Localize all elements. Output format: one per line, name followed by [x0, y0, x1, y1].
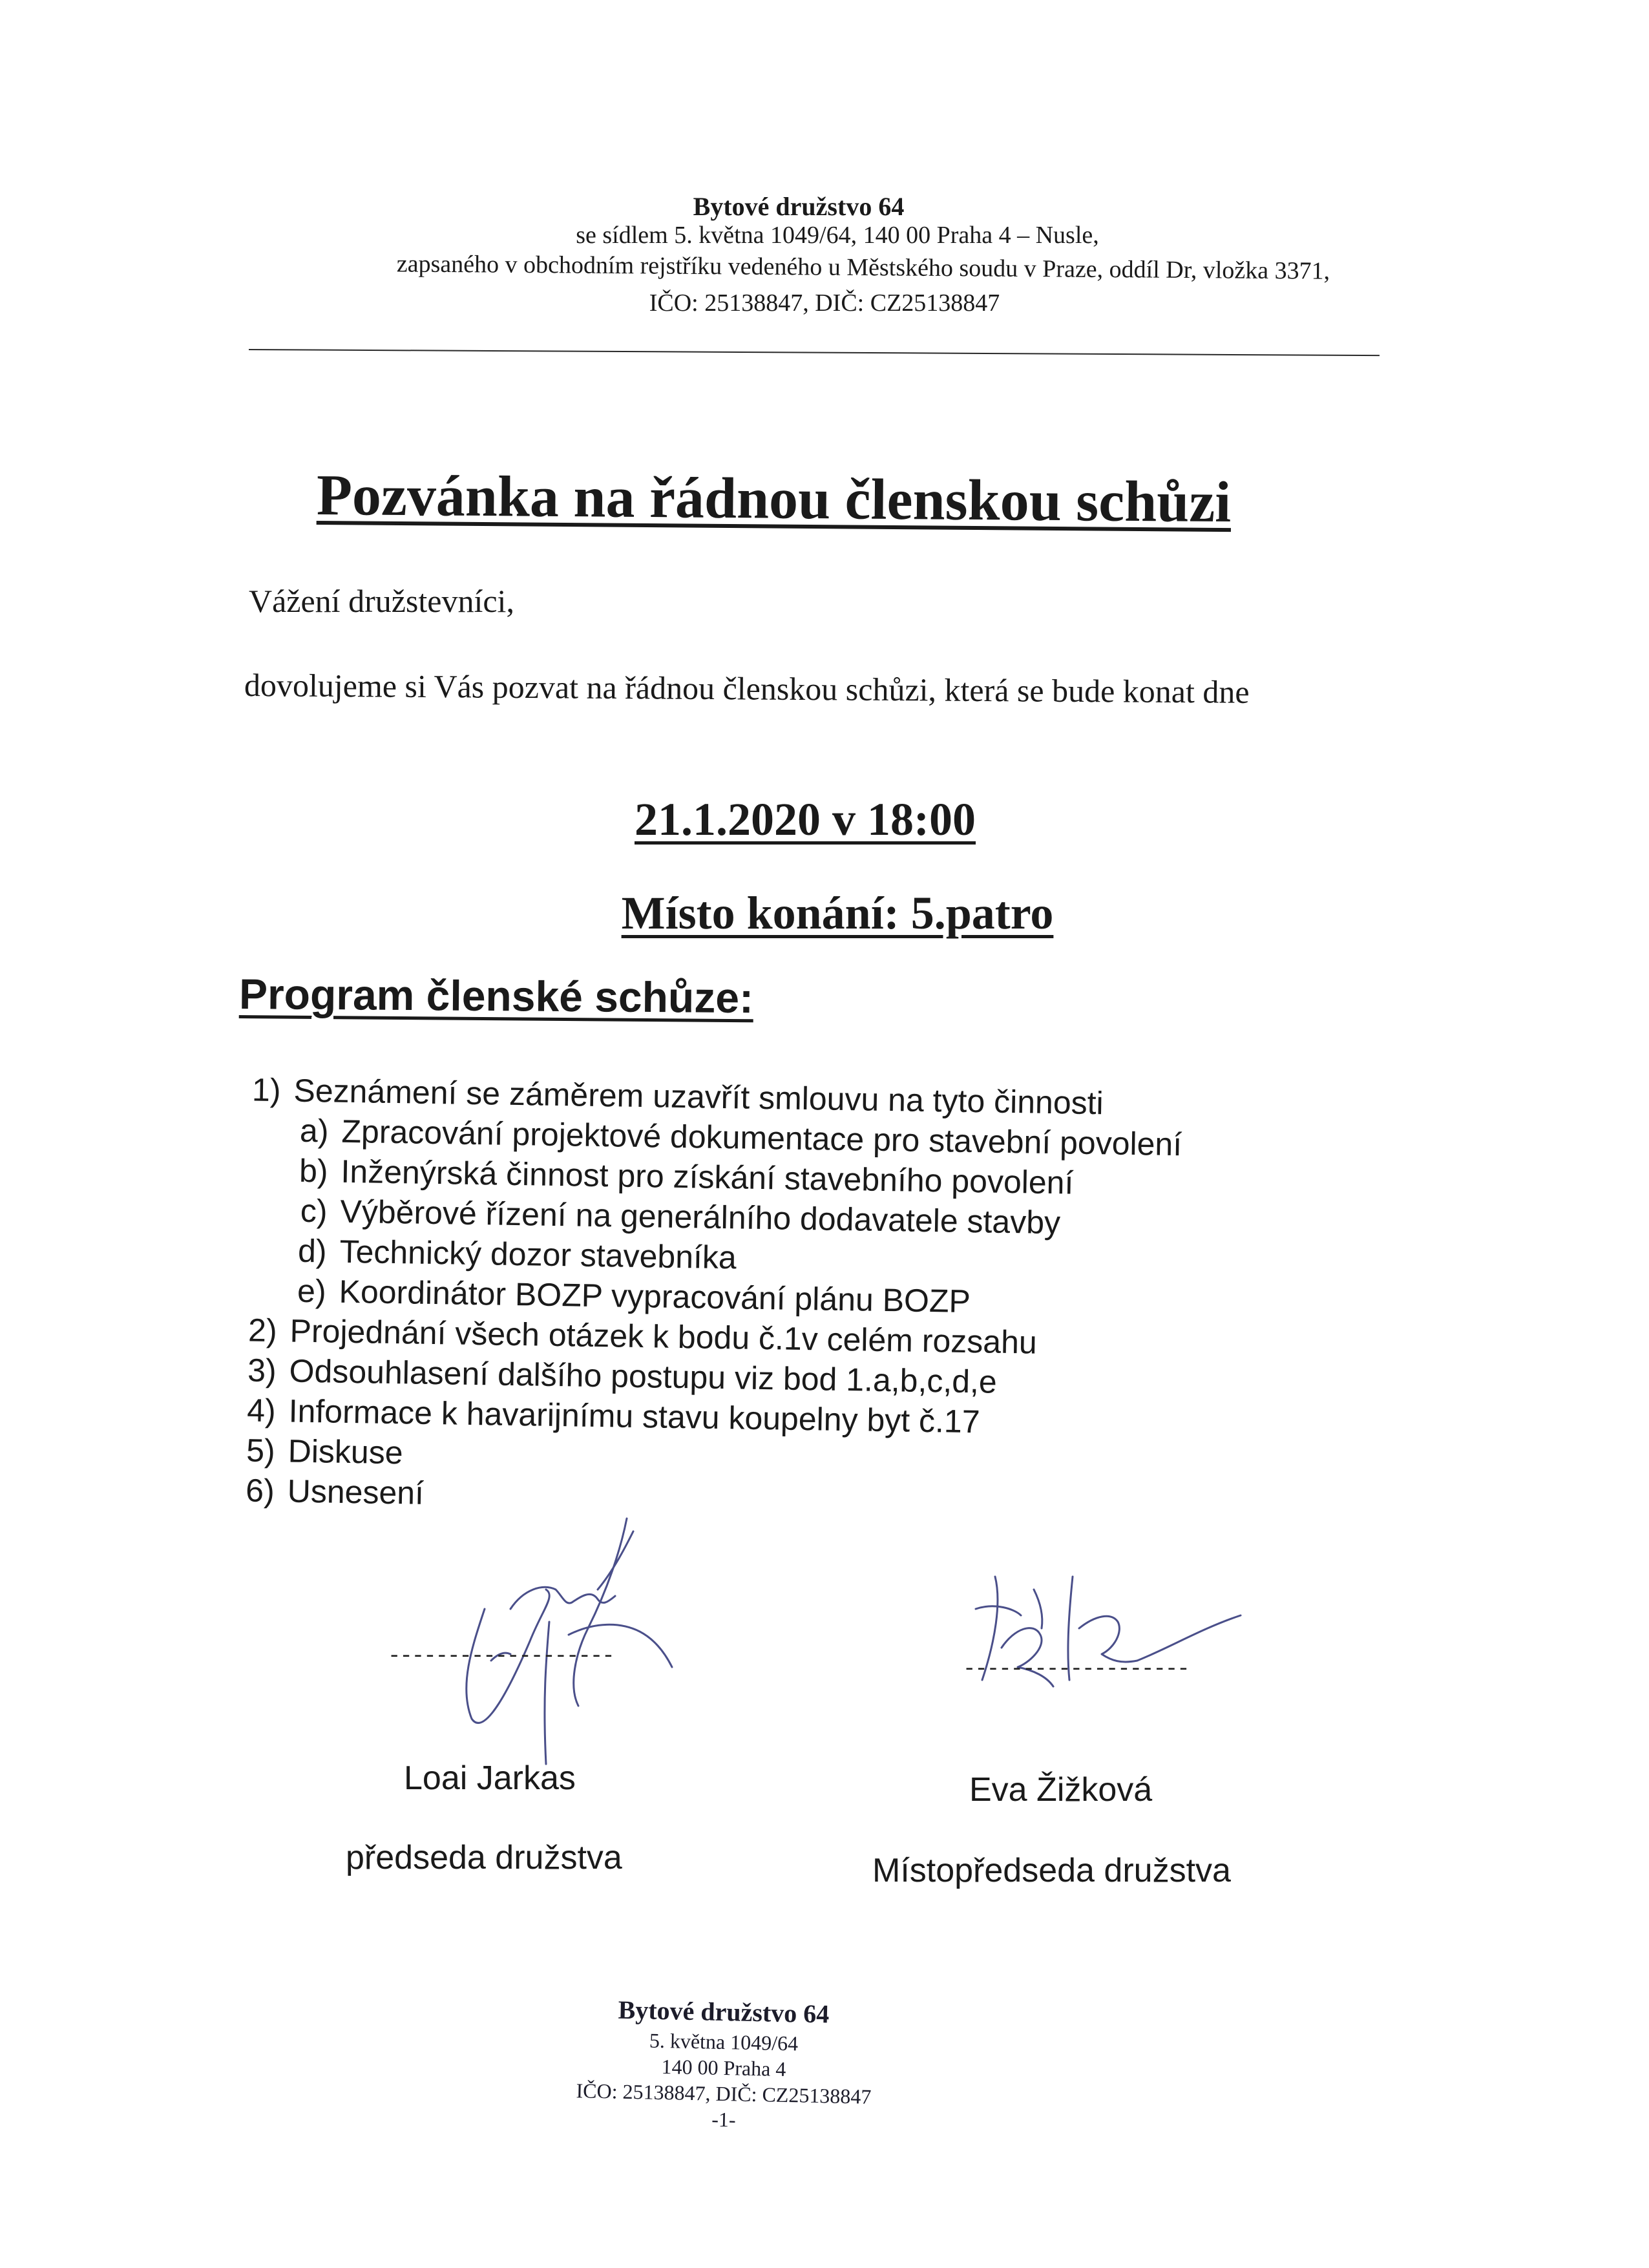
chairman-role: předseda družstva: [346, 1839, 622, 1876]
document-title: Pozvánka na řádnou členskou schůzi: [316, 463, 1232, 535]
vice-chairman-name: Eva Žižková: [969, 1771, 1153, 1809]
agenda-subitem: a) Zpracování projektové dokumentace pro stavební povolení: [299, 1112, 1182, 1163]
chairman-name: Loai Jarkas: [404, 1759, 576, 1797]
agenda-item: 3) Odsouhlasení dalšího postupu viz bod 1.a,b,c,d,e: [247, 1352, 998, 1400]
page-number: -1-: [711, 2107, 737, 2132]
agenda-subitem: b) Inženýrská činnost pro získání stavebního povolení: [299, 1152, 1074, 1201]
agenda-subitem: e) Koordinátor BOZP vypracování plánu BOZP: [297, 1272, 971, 1320]
chairman-signature-line: -------------------: [388, 1644, 614, 1669]
greeting: Vážení družstevníci,: [249, 583, 514, 619]
agenda-subitem: c) Výběrové řízení na generálního dodavatele stavby: [300, 1192, 1061, 1241]
stamp-title: Bytové družstvo 64: [618, 1995, 830, 2029]
event-datetime: 21.1.2020 v 18:00: [635, 793, 976, 845]
stamp-street: 5. května 1049/64: [649, 2028, 799, 2055]
header-address: se sídlem 5. května 1049/64, 140 00 Praha 4 – Nusle,: [576, 222, 1099, 249]
agenda-subitem: d) Technický dozor stavebníka: [297, 1232, 737, 1276]
header-registry: zapsaného v obchodním rejstříku vedeného u Městského soudu v Praze, oddíl Dr, vložka 3371,: [396, 250, 1330, 285]
stamp-city: 140 00 Praha 4: [661, 2054, 786, 2081]
vice-chairman-signature-line: -------------------: [963, 1657, 1189, 1682]
intro-paragraph: dovolujeme si Vás pozvat na řádnou členskou schůzi, která se bude konat dne: [244, 667, 1250, 710]
header-divider: [249, 349, 1380, 356]
vice-chairman-role: Místopředseda družstva: [872, 1852, 1231, 1889]
agenda-item: 6) Usnesení: [245, 1472, 425, 1511]
header-ids: IČO: 25138847, DIČ: CZ25138847: [649, 289, 1000, 317]
agenda-item: 4) Informace k havarijnímu stavu koupelny byt č.17: [246, 1392, 981, 1440]
agenda-list: [222, 1069, 1392, 1528]
program-title: Program členské schůze:: [238, 970, 754, 1022]
agenda-item: 5) Diskuse: [246, 1432, 403, 1471]
agenda-item: 1) Seznámení se záměrem uzavřít smlouvu na tyto činnosti: [251, 1071, 1104, 1122]
chairman-signature: [433, 1493, 730, 1777]
event-place: Místo konání: 5.patro: [621, 887, 1054, 939]
agenda-item: 2) Projednání všech otázek k bodu č.1v celém rozsahu: [247, 1312, 1038, 1361]
header-title: Bytové družstvo 64: [693, 192, 905, 221]
stamp-ids: IČO: 25138847, DIČ: CZ25138847: [576, 2079, 872, 2108]
